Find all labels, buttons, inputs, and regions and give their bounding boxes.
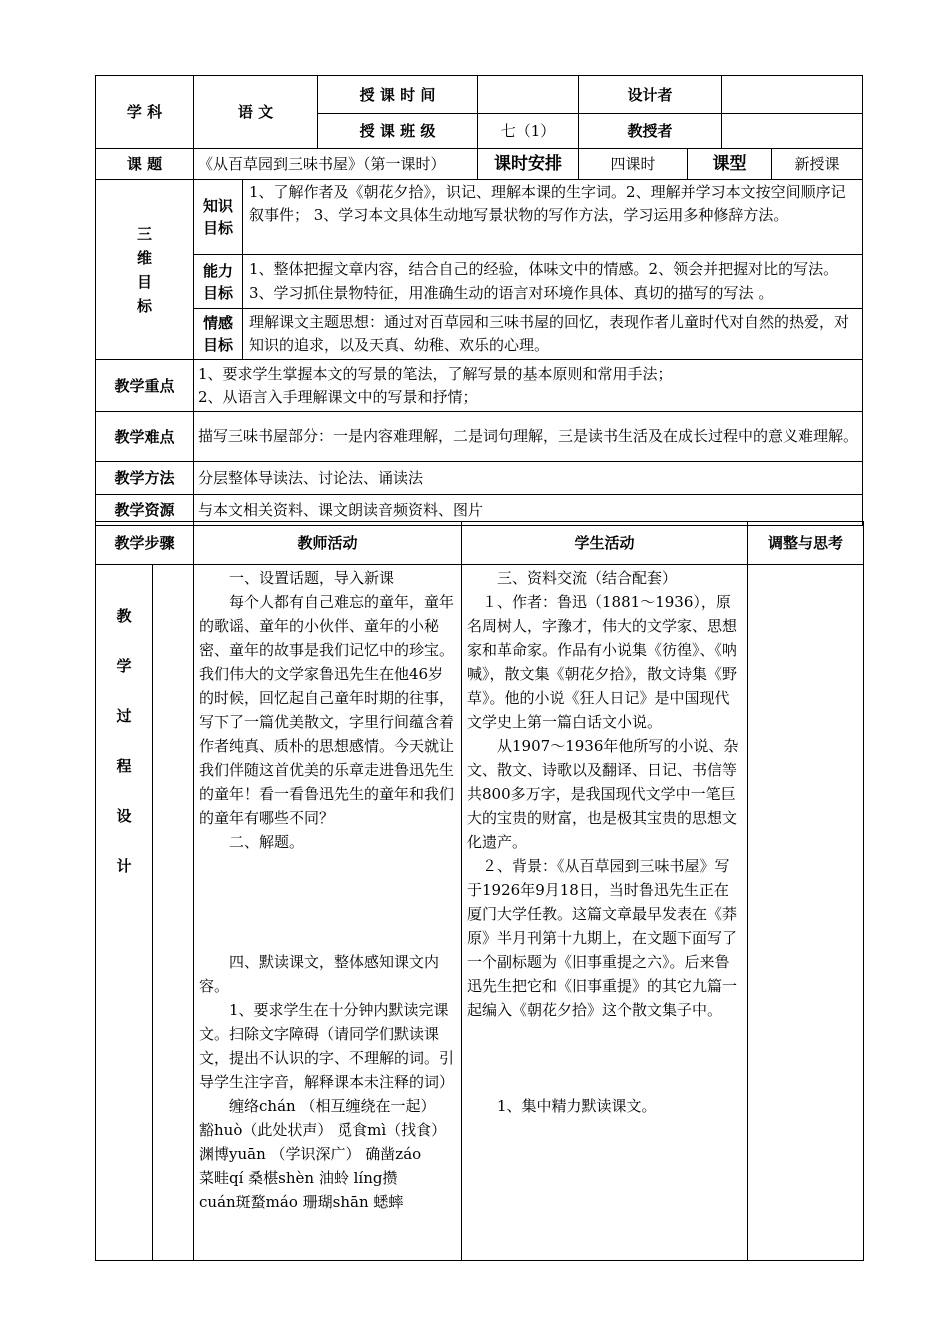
spacer <box>467 1022 742 1094</box>
vocab-line: 菜畦qí 桑椹shèn 油蛉 líng攒 <box>199 1169 398 1187</box>
teacher-label: 教授者 <box>579 114 722 149</box>
goals-label-char: 目 <box>136 272 152 291</box>
side-char: 教 <box>116 607 132 625</box>
goals-label-char: 三 <box>136 224 152 243</box>
side-char: 程 <box>116 757 132 775</box>
student-activity <box>462 565 748 1261</box>
topic-label: 课 题 <box>96 149 194 180</box>
designer-label: 设计者 <box>579 76 722 114</box>
col-student-header: 学生活动 <box>462 522 748 565</box>
goal-emotion <box>194 309 863 360</box>
goal-label-line: 目标 <box>202 219 233 237</box>
student-paragraph-1: １、作者：鲁迅（1881～1936），原名周树人，字豫才，伟大的文学家、思想家和革命家。作品有小说集《彷徨》、《呐喊》，散文集《朝花夕拾》，散文诗集《野草》。他的小说《狂人日记》是中国现代文学史上第一篇白话文小说。 <box>467 593 738 731</box>
type-value: 新授课 <box>772 149 863 180</box>
goal-knowledge-label <box>194 180 243 254</box>
teacher-paragraph-1: 每个人都有自己难忘的童年，童年的歌谣、童年的小伙伴、童年的小秘密、童年的故事是我们记忆中的珍宝。我们伟大的文学家鲁迅先生在他46岁的时候，回忆起自己童年时期的往事，写下了一篇优美散文，字里行间蕴含着作者纯真、质朴的思想感情。今天就让我们伴随这首优美的乐章走进鲁迅先生的童年！看一看鲁迅先生的童年和我们的童年有哪些不同？ <box>199 593 455 827</box>
col-teacher-header: 教师活动 <box>194 522 462 565</box>
goal-ability-label <box>194 255 243 308</box>
col-adjust-header: 调整与思考 <box>748 522 864 565</box>
difficulties-text: 描写三味书屋部分：一是内容难理解，二是词句理解，三是读书生活及在成长过程中的意义难理解。 <box>194 412 863 462</box>
goal-label-line: 能力 <box>202 261 233 280</box>
difficulties-label: 教学难点 <box>96 412 194 462</box>
lesson-plan-header-table <box>95 75 863 526</box>
subject-label: 学 科 <box>96 76 194 149</box>
type-label: 课型 <box>688 149 772 180</box>
time-label: 授 课 时 间 <box>318 76 478 114</box>
methods-text: 分层整体导读法、讨论法、诵读法 <box>194 462 863 495</box>
topic-value: 《从百草园到三味书屋》（第一课时） <box>194 149 478 180</box>
teaching-process-table <box>95 521 864 1261</box>
time-value <box>478 76 579 114</box>
resources-text: 与本文相关资料、课文朗读音频资料、图片 <box>194 495 863 526</box>
side-char: 设 <box>116 807 132 825</box>
teacher-paragraph-4: 1、要求学生在十分钟内默读完课文。扫除文字障碍（请同学们默读课文，提出不认识的字、不理解的词。引导学生注字音，解释课本未注释的词） <box>199 1001 455 1091</box>
goal-ability-text: 1、整体把握文章内容，结合自己的经验，体味文中的情感。2、领会并把握对比的写法。3、学习抓住景物特征，用准确生动的语言对环境作具体、真切的描写的写法 。 <box>249 260 839 302</box>
key-points-label: 教学重点 <box>96 360 194 412</box>
goal-label-line: 情感 <box>202 314 233 332</box>
subject-value: 语 文 <box>194 76 318 149</box>
resources-label: 教学资源 <box>96 495 194 526</box>
col-steps-header: 教学步骤 <box>96 522 194 565</box>
vocab-line: 豁huò（此处状声） 觅食mì（找食） <box>199 1121 447 1139</box>
key-points-line: 2、从语言入手理解课文中的写景和抒情； <box>198 387 478 406</box>
goals-label-char: 维 <box>136 248 152 267</box>
key-points-line: 1、要求学生掌握本文的写景的笔法，了解写景的基本原则和常用手法； <box>198 364 673 383</box>
process-blank-col <box>153 565 194 1261</box>
designer-value <box>722 76 863 114</box>
goal-label-line: 知识 <box>202 197 233 215</box>
side-char: 计 <box>116 857 132 875</box>
student-heading-3: 三、资料交流（结合配套） <box>497 569 678 587</box>
teacher-heading-2: 二、解题。 <box>229 833 305 851</box>
teacher-heading-1: 一、设置话题，导入新课 <box>229 569 395 587</box>
side-char: 过 <box>116 707 132 725</box>
hours-value: 四课时 <box>579 149 688 180</box>
vocab-line: 渊博yuān （学识深广） 确凿záo <box>199 1145 422 1163</box>
teacher-value <box>722 114 863 149</box>
vocab-line: cuán斑蝥máo 珊瑚shān 蟋蟀 <box>199 1193 404 1211</box>
class-value: 七（1） <box>478 114 579 149</box>
goal-emotion-label <box>194 309 243 359</box>
goal-ability <box>194 255 863 309</box>
class-label: 授 课 班 级 <box>318 114 478 149</box>
student-paragraph-2: 从1907～1936年他所写的小说、杂文、散文、诗歌以及翻译、日记、书信等共800多万字，是我国现代文学中一笔巨大的宝贵的财富，也是极其宝贵的思想文化遗产。 <box>467 737 739 851</box>
goal-knowledge-text: 1、了解作者及《朝花夕拾》，识记、理解本课的生字词。2、理解并学习本文按空间顺序记叙事件； 3、学习本文具体生动地写景状物的写作方法，学习运用多种修辞方法。 <box>249 183 846 224</box>
vocab-line: 缠络chán （相互缠绕在一起） <box>229 1097 436 1115</box>
methods-label: 教学方法 <box>96 462 194 495</box>
goal-label-line: 目标 <box>202 283 233 302</box>
goals-label <box>96 180 194 360</box>
spacer <box>199 854 456 950</box>
student-paragraph-3: ２、背景：《从百草园到三味书屋》写于1926年9月18日，当时鲁迅先生正在厦门大学任教。这篇文章最早发表在《莽原》半月刊第十九期上，在文题下面写了一个副标题为《旧事重提之六》。后来鲁迅先生把它和《旧事重提》的其它九篇一起编入《朝花夕拾》这个散文集子中。 <box>467 857 738 1019</box>
key-points-text <box>194 360 863 412</box>
teacher-heading-4: 四、默读课文，整体感知课文内容。 <box>199 953 440 995</box>
adjust-reflection <box>748 565 864 1261</box>
side-char: 学 <box>116 657 132 675</box>
hours-label: 课时安排 <box>478 149 579 180</box>
student-paragraph-4: 1、集中精力默读课文。 <box>497 1097 657 1115</box>
process-side-label <box>96 565 153 1261</box>
goal-emotion-text: 理解课文主题思想：通过对百草园和三味书屋的回忆，表现作者儿童时代对自然的热爱，对知识的追求，以及天真、幼稚、欢乐的心理。 <box>249 313 850 354</box>
goals-label-char: 标 <box>136 296 152 315</box>
goal-label-line: 目标 <box>202 336 233 354</box>
goal-knowledge <box>194 180 863 255</box>
teacher-activity <box>194 565 462 1261</box>
